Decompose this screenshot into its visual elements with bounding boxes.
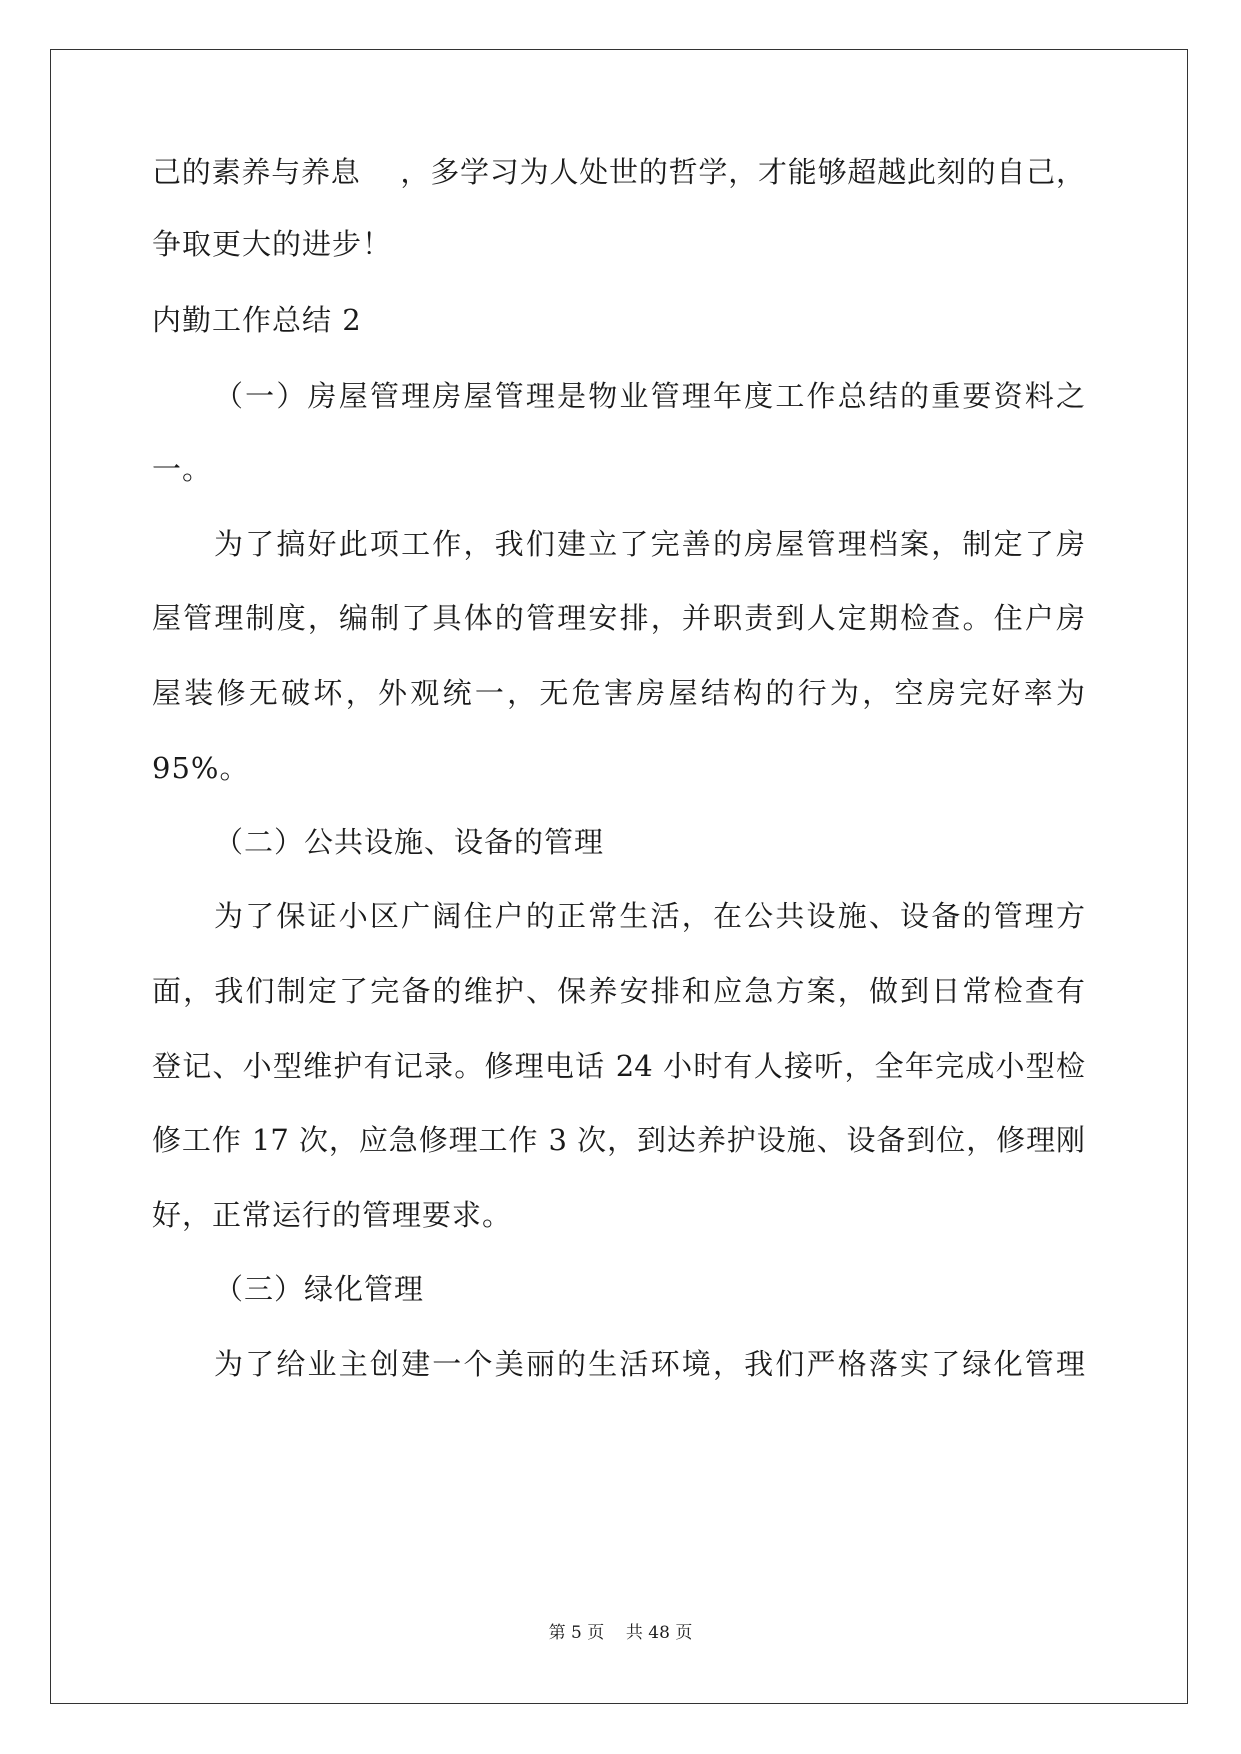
paragraph-line: 为了给业主创建一个美丽的生活环境，我们严格落实了绿化管理 <box>214 1347 1085 1381</box>
paragraph-line: 屋装修无破坏，外观统一，无危害房屋结构的行为，空房完好率为 <box>152 676 1085 710</box>
paragraph-line: 登记、小型维护有记录。修理电话 24 小时有人接听，全年完成小型检 <box>152 1049 1085 1083</box>
subsection-heading: （三）绿化管理 <box>214 1272 425 1306</box>
subsection-heading: （一）房屋管理房屋管理是物业管理年度工作总结的重要资料之 <box>214 379 1085 413</box>
paragraph-line: 为了搞好此项工作，我们建立了完善的房屋管理档案，制定了房 <box>214 527 1085 561</box>
paragraph-line: 修工作 17 次，应急修理工作 3 次，到达养护设施、设备到位，修理刚 <box>152 1123 1085 1157</box>
paragraph-line: 面，我们制定了完备的维护、保养安排和应急方案，做到日常检查有 <box>152 974 1085 1008</box>
paragraph-line: 己的素养与养息 ，多学习为人处世的哲学，才能够超越此刻的自己， <box>152 155 1085 189</box>
page-number-footer: 第 5 页 共 48 页 <box>548 1623 693 1643</box>
paragraph-line: 95%。 <box>152 751 250 785</box>
paragraph-line: 屋管理制度，编制了具体的管理安排，并职责到人定期检查。住户房 <box>152 601 1085 635</box>
section-heading: 内勤工作总结 2 <box>152 303 362 337</box>
subsection-heading: （二）公共设施、设备的管理 <box>214 825 605 859</box>
paragraph-line: 一。 <box>152 452 213 486</box>
paragraph-line: 好，正常运行的管理要求。 <box>152 1198 513 1232</box>
page-border <box>50 49 1188 1704</box>
paragraph-line: 为了保证小区广阔住户的正常生活，在公共设施、设备的管理方 <box>214 899 1085 933</box>
paragraph-line: 争取更大的进步！ <box>152 227 393 261</box>
